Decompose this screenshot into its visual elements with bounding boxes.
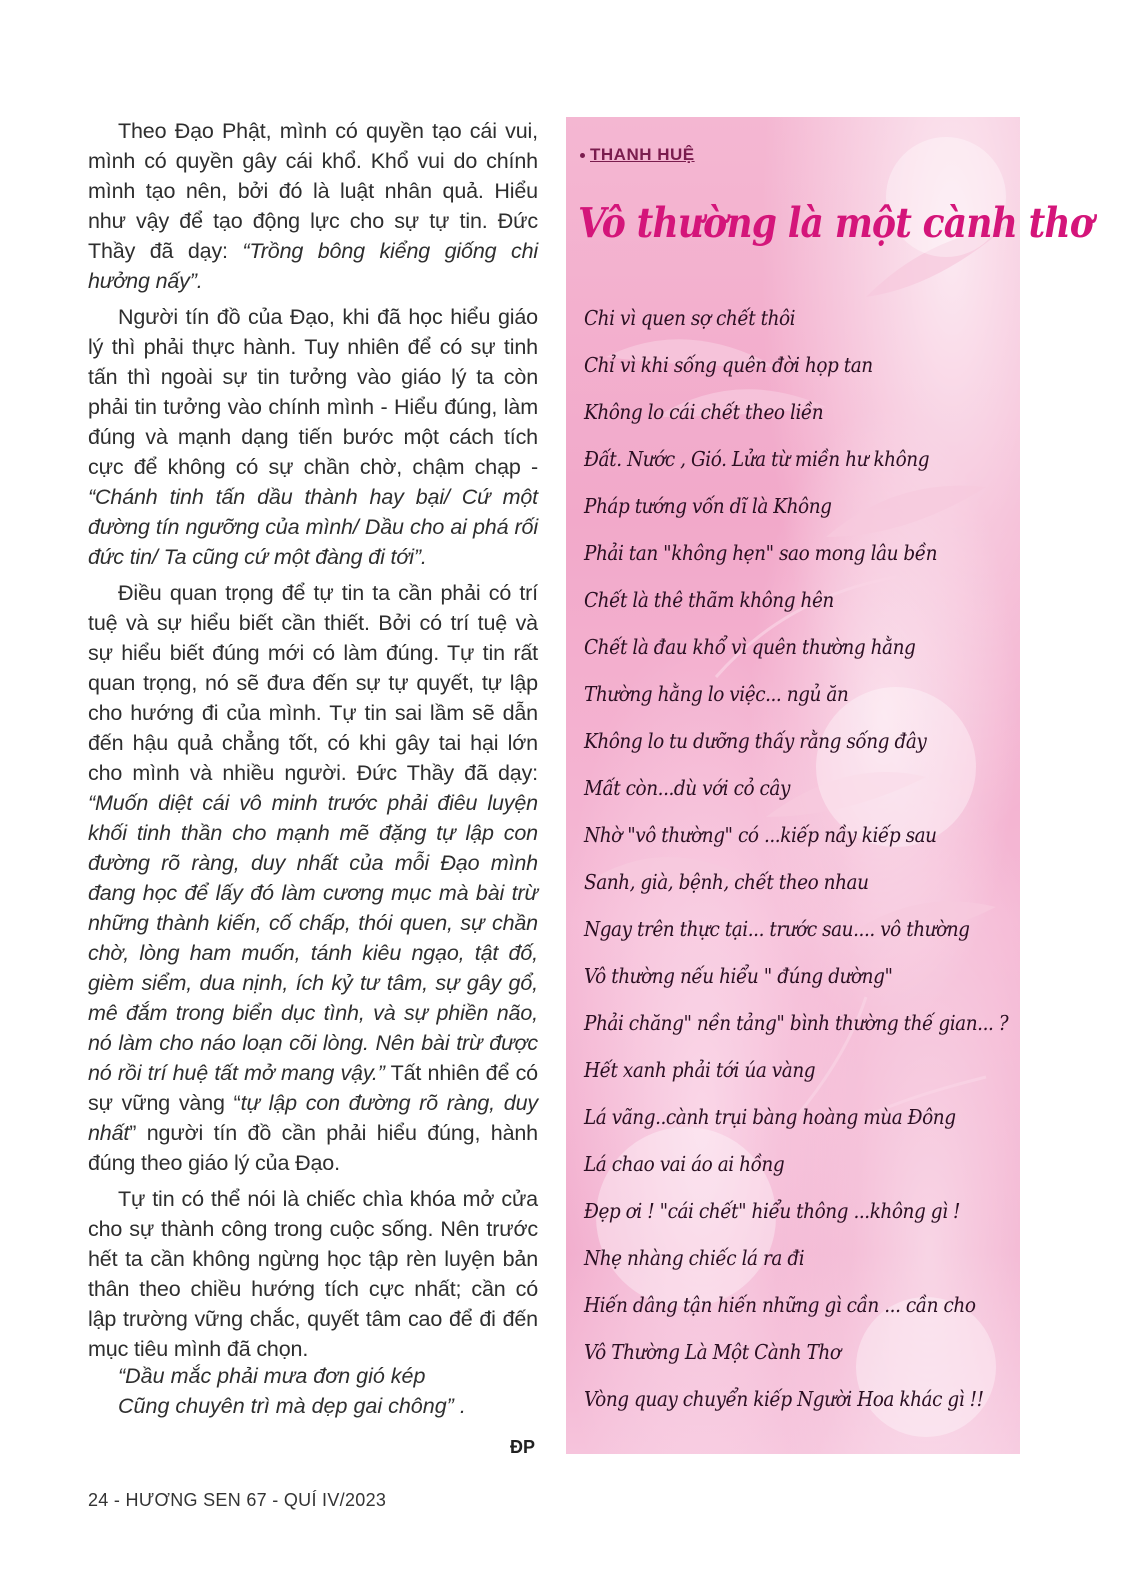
poem-line: Hiến dâng tận hiến những gì cần ... cần cho	[584, 1293, 976, 1317]
paragraph-1-text: Theo Đạo Phật, mình có quyền tạo cái vui, mình có quyền gây cái khổ. Khổ vui do chính mình tạo nên, bởi đó là luật nhân quả. Hiểu như vậy để tạo động lực cho sự tự tin. Đức Thầy đã dạy:	[88, 119, 538, 263]
poem-panel	[566, 117, 1093, 1454]
poem-line: Phải chăng" nền tảng" bình thường thế gian... ?	[584, 1011, 1009, 1035]
poem-line: Lá chao vai áo ai hồng	[584, 1152, 785, 1176]
poem-line: Thường hằng lo việc... ngủ ăn	[584, 682, 849, 706]
poem-line: Vô thường nếu hiểu " đúng dường"	[584, 964, 893, 988]
paragraph-2	[88, 302, 538, 572]
poem-line: Đất. Nước , Gió. Lửa từ miền hư không	[584, 447, 930, 471]
poem-line: Sanh, già, bệnh, chết theo nhau	[584, 870, 869, 894]
poem-author	[580, 145, 695, 165]
poem-line: Nhờ "vô thường" có ...kiếp nầy kiếp sau	[584, 823, 937, 847]
paragraph-3-text-b: Tất nhiên để có sự vững vàng “	[88, 1061, 538, 1115]
poem-line: Chỉ vì khi sống quên đời họp tan	[584, 353, 873, 377]
paragraph-4: Tự tin có thể nói là chiếc chìa khóa mở cửa cho sự thành công trong cuộc sống. Nên trước hết ta cần không ngừng học tập rèn luyện bản thân theo chiều hướng tích cực nhất; cần có lập trường vững chắc, quyết tâm cao để đi đến mục tiêu mình đã chọn.	[88, 1187, 538, 1361]
paragraph-2-quote: “Chánh tinh tấn dầu thành hay bại/ Cứ một đường tín ngưỡng của mình/ Dầu cho ai phá rối đức tin/ Ta cũng cứ một đàng đi tới”.	[88, 485, 538, 569]
poem-author-name: THANH HUỆ	[590, 145, 695, 164]
poem-line: Không lo cái chết theo liền	[584, 400, 824, 424]
bullet-icon	[580, 153, 585, 158]
closing-quote-line: Cũng chuyên trì mà dẹp gai chông” .	[118, 1394, 466, 1418]
paragraph-1-quote: “Trồng bông kiểng giống chi hưởng nấy”.	[88, 239, 538, 293]
closing-quote-line: “Dầu mắc phải mưa đơn gió kép	[118, 1364, 426, 1388]
page-footer: 24 - HƯƠNG SEN 67 - QUÍ IV/2023	[88, 1490, 387, 1510]
poem-line: Mất còn...dù với cỏ cây	[584, 776, 790, 800]
article-body	[88, 116, 538, 1370]
poem-line: Hết xanh phải tới úa vàng	[584, 1058, 816, 1082]
poem-lines	[584, 303, 1014, 1431]
paragraph-3-quote-a: “Muốn diệt cái vô minh trước phải điêu luyện khối tinh thần cho mạnh mẽ đặng tự lập con đường rõ ràng, duy nhất của mỗi Đạo mình đang học để lấy đó làm cương mục mà bài trừ những thành kiến, cố chấp, thói quen, sự chần chờ, lòng ham muốn, tánh kiêu ngạo, tật đố, gièm siểm, dua nịnh, ích kỷ tư tâm, sự gây gổ, mê đắm trong biển dục tình, và sự phiền não, nó làm cho náo loạn cõi lòng. Nên bài trừ được nó rồi trí huệ tất mở mang vậy.”	[88, 791, 538, 1085]
signature: ĐP	[510, 1437, 536, 1457]
paragraph-1	[88, 116, 538, 296]
poem-line: Không lo tu dưỡng thấy rằng sống đây	[584, 729, 927, 753]
poem-line: Nhẹ nhàng chiếc lá ra đi	[584, 1246, 805, 1270]
poem-line: Chết là đau khổ vì quên thường hằng	[584, 635, 916, 659]
paragraph-3-text-c: ” người tín đồ cần phải hiểu đúng, hành đúng theo giáo lý của Đạo.	[88, 1121, 538, 1175]
closing-quote	[118, 1361, 538, 1421]
paragraph-3-quote-b: tự lập con đường rõ ràng, duy nhất	[88, 1091, 538, 1145]
poem-title: Vô thường là một cành thơ	[578, 199, 1093, 247]
poem-line: Phải tan "không hẹn" sao mong lâu bền	[584, 541, 938, 565]
paragraph-2-text: Người tín đồ của Đạo, khi đã học hiểu giáo lý thì phải thực hành. Tuy nhiên để có sự tinh tấn thì ngoài sự tin tưởng vào giáo lý ta còn phải tin tưởng vào chính mình - Hiểu đúng, làm đúng và mạnh dạng tiến bước một cách tích cực để không có sự chần chờ, chậm chạp -	[88, 305, 538, 479]
poem-line: Pháp tướng vốn dĩ là Không	[584, 494, 832, 518]
poem-line: Ngay trên thực tại... trước sau.... vô thường	[584, 917, 970, 941]
paragraph-3-text-a: Điều quan trọng để tự tin ta cần phải có trí tuệ và sự hiểu biết cần thiết. Bởi có trí tuệ và sự hiểu biết đúng mới có làm đúng. Tự tin rất quan trọng, nó sẽ đưa đến sự tự quyết, tự lập cho hướng đi của mình. Tự tin sai lầm sẽ dẫn đến hậu quả chẳng tốt, có khi gây tai hại lớn cho mình và nhiều người. Đức Thầy đã dạy:	[88, 581, 538, 785]
poem-line: Vô Thường Là Một Cành Thơ	[584, 1340, 841, 1364]
poem-line: Đẹp ơi ! "cái chết" hiểu thông ...không gì !	[584, 1199, 960, 1223]
poem-line: Lá vãng..cành trụi bàng hoàng mùa Đông	[584, 1105, 956, 1129]
poem-line: Vòng quay chuyển kiếp Người Hoa khác gì !!	[584, 1387, 984, 1411]
paragraph-3	[88, 578, 538, 1178]
poem-line: Chết là thê thãm không hên	[584, 588, 834, 612]
poem-line: Chi vì quen sợ chết thôi	[584, 306, 796, 330]
